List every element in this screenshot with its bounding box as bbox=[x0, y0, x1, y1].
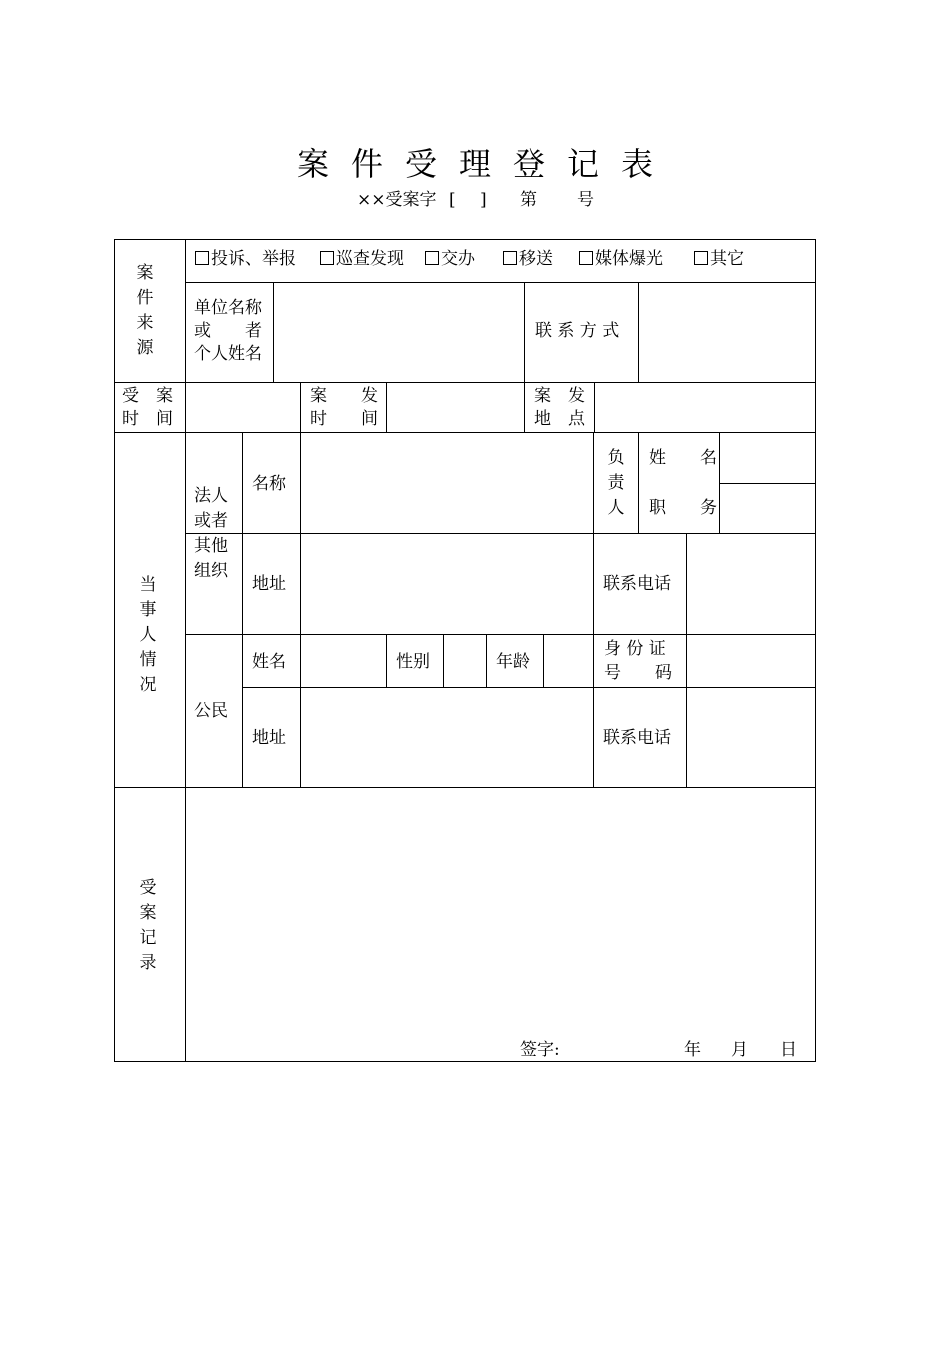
org-phone-label: 联系电话 bbox=[603, 574, 671, 594]
org-phone-field[interactable] bbox=[687, 534, 815, 634]
source-option-complaint[interactable]: 投诉、举报 bbox=[195, 247, 296, 271]
responsible-position-field[interactable] bbox=[720, 484, 815, 533]
org-name-label: 名称 bbox=[252, 474, 286, 494]
occur-time-field[interactable] bbox=[387, 383, 524, 432]
occur-time-label-line2: 时 间 bbox=[310, 409, 378, 429]
record-month-label: 月 bbox=[731, 1040, 748, 1060]
citizen-address-label: 地址 bbox=[252, 728, 286, 748]
page-title: 案件受理登记表 bbox=[296, 145, 675, 183]
org-label-line2: 或者 bbox=[194, 511, 228, 531]
source-option-other[interactable]: 其它 bbox=[694, 247, 744, 271]
record-day-label: 日 bbox=[780, 1040, 797, 1060]
checkbox-icon bbox=[425, 251, 439, 265]
citizen-name-field[interactable] bbox=[301, 635, 386, 687]
checkbox-icon bbox=[195, 251, 209, 265]
source-option-transferred[interactable]: 移送 bbox=[503, 247, 553, 271]
signature-field[interactable] bbox=[566, 1036, 676, 1060]
case-source-label: 案件来源 bbox=[136, 263, 154, 358]
responsible-label: 负责人 bbox=[607, 448, 625, 518]
doc-number-bracket-close: ] bbox=[480, 190, 487, 210]
org-label-line1: 法人 bbox=[194, 486, 228, 506]
id-number-label-line2: 号 码 bbox=[604, 663, 672, 683]
citizen-phone-label: 联系电话 bbox=[603, 728, 671, 748]
age-field[interactable] bbox=[544, 635, 593, 687]
responsible-name-label: 姓 名 bbox=[649, 448, 717, 468]
doc-number-hao: 号 bbox=[577, 190, 594, 210]
record-year-label: 年 bbox=[684, 1040, 701, 1060]
id-number-field[interactable] bbox=[687, 635, 815, 687]
occur-time-label-line1: 案 发 bbox=[310, 386, 378, 406]
receive-time-field[interactable] bbox=[186, 383, 300, 432]
checkbox-icon bbox=[579, 251, 593, 265]
receive-time-label-line1: 受 案 bbox=[122, 386, 173, 406]
citizen-label: 公民 bbox=[194, 701, 228, 721]
contact-field[interactable] bbox=[639, 283, 815, 382]
source-option-assigned[interactable]: 交办 bbox=[425, 247, 475, 271]
citizen-address-field[interactable] bbox=[301, 688, 593, 787]
occur-place-field[interactable] bbox=[595, 383, 815, 432]
parties-label: 当事人情况 bbox=[139, 575, 157, 695]
org-label-line4: 组织 bbox=[194, 561, 228, 581]
checkbox-icon bbox=[503, 251, 517, 265]
unit-name-label-line1: 单位名称 bbox=[194, 298, 262, 318]
age-label: 年龄 bbox=[496, 652, 530, 672]
responsible-name-field[interactable] bbox=[720, 433, 815, 483]
citizen-name-label: 姓名 bbox=[252, 652, 286, 672]
checkbox-icon bbox=[694, 251, 708, 265]
source-option-media[interactable]: 媒体爆光 bbox=[579, 247, 663, 271]
receive-time-label-line2: 时 间 bbox=[122, 409, 173, 429]
record-label: 受案记录 bbox=[139, 878, 157, 973]
contact-label: 联 系 方 式 bbox=[535, 321, 620, 341]
doc-number-bracket-open: [ bbox=[449, 190, 456, 210]
org-address-field[interactable] bbox=[301, 534, 593, 634]
occur-place-label-line2: 地 点 bbox=[534, 409, 585, 429]
signature-label: 签字: bbox=[520, 1040, 560, 1060]
unit-name-label-line3: 个人姓名 bbox=[194, 344, 262, 364]
org-name-field[interactable] bbox=[301, 433, 593, 533]
responsible-position-label: 职 务 bbox=[649, 498, 717, 518]
checkbox-icon bbox=[320, 251, 334, 265]
unit-name-field[interactable] bbox=[274, 283, 524, 382]
unit-name-label-line2: 或 者 bbox=[194, 321, 262, 341]
org-address-label: 地址 bbox=[252, 574, 286, 594]
org-label-line3: 其他 bbox=[194, 536, 228, 556]
doc-number-prefix: ××受案字 bbox=[357, 190, 437, 210]
occur-place-label-line1: 案 发 bbox=[534, 386, 585, 406]
doc-number-di: 第 bbox=[520, 190, 537, 210]
id-number-label-line1: 身 份 证 bbox=[604, 639, 666, 659]
source-option-inspection[interactable]: 巡查发现 bbox=[320, 247, 404, 271]
record-field[interactable] bbox=[186, 788, 815, 1028]
gender-field[interactable] bbox=[444, 635, 486, 687]
citizen-phone-field[interactable] bbox=[687, 688, 815, 787]
gender-label: 性别 bbox=[396, 652, 430, 672]
